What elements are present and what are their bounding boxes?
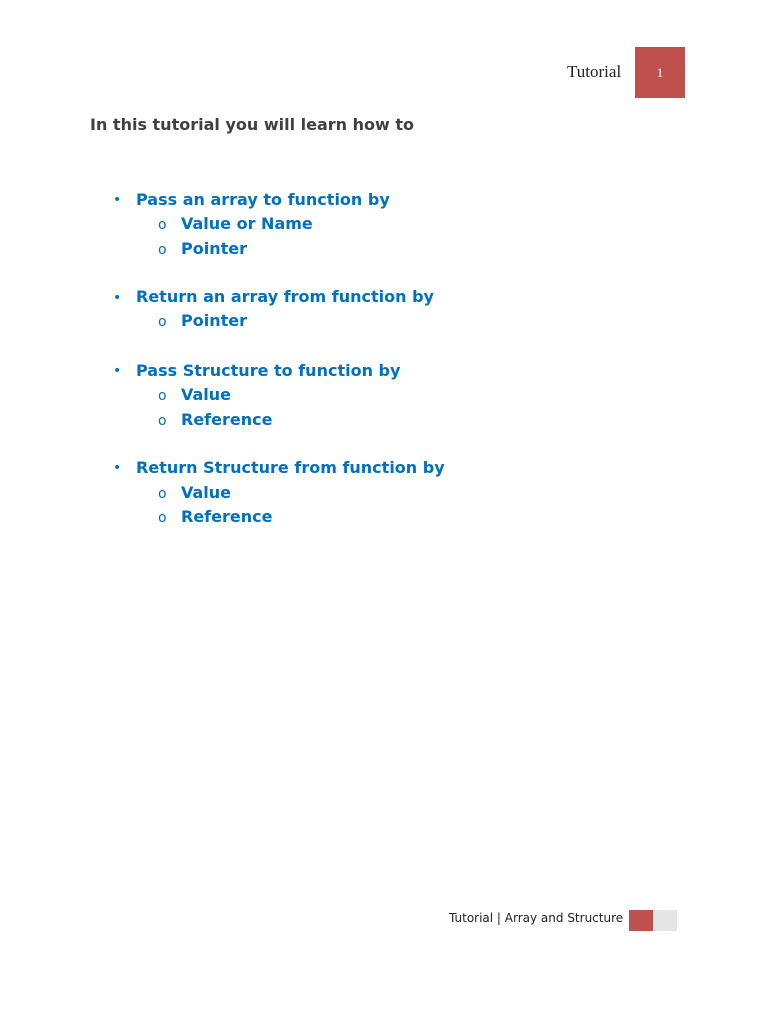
list-item: Return an array from function by: [136, 287, 434, 306]
sub-list-item: Pointer: [181, 311, 247, 330]
page-number-box: [635, 47, 685, 98]
bullet-circle-icon: o: [158, 314, 167, 330]
sub-list-item: Value: [181, 483, 232, 502]
sub-list-item: Pointer: [181, 239, 247, 258]
bullet-circle-icon: o: [158, 510, 167, 526]
bullet-dot-icon: •: [113, 290, 122, 306]
bullet-dot-icon: •: [113, 192, 122, 208]
sub-list-item: Reference: [181, 410, 273, 429]
intro-heading: In this tutorial you will learn how to: [90, 115, 414, 134]
bullet-dot-icon: •: [113, 460, 122, 476]
bullet-circle-icon: o: [158, 388, 167, 404]
sub-list-item: Value: [181, 385, 232, 404]
bullet-circle-icon: o: [158, 242, 167, 258]
list-item: Pass Structure to function by: [136, 361, 401, 380]
list-item: Return Structure from function by: [136, 458, 445, 477]
bullet-circle-icon: o: [158, 217, 167, 233]
footer-text: Tutorial | Array and Structure: [449, 911, 624, 925]
bullet-circle-icon: o: [158, 413, 167, 429]
header-title: Tutorial: [567, 62, 622, 81]
footer-gray-block: [653, 910, 677, 931]
page-number: 1: [656, 64, 664, 80]
list-item: Pass an array to function by: [136, 190, 390, 209]
sub-list-item: Value or Name: [181, 214, 313, 233]
bullet-circle-icon: o: [158, 486, 167, 502]
sub-list-item: Reference: [181, 507, 273, 526]
footer-accent-block: [629, 910, 653, 931]
bullet-dot-icon: •: [113, 363, 122, 379]
